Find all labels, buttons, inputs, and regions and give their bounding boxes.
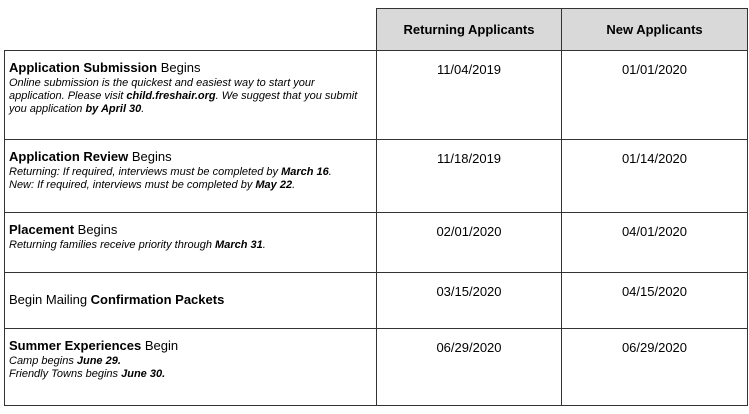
new-date: 01/01/2020 bbox=[562, 51, 748, 140]
header-row bbox=[5, 9, 748, 51]
milestone-cell bbox=[5, 329, 377, 406]
milestone-title: Application Review Begins bbox=[9, 149, 172, 164]
header-new: New Applicants bbox=[562, 9, 748, 51]
milestone-description: Camp begins June 29. Friendly Towns begins June 30. bbox=[9, 355, 166, 380]
schedule-table bbox=[4, 8, 748, 406]
milestone-title: Application Submission Begins bbox=[9, 60, 201, 75]
table-row bbox=[5, 329, 748, 406]
returning-date: 03/15/2020 bbox=[377, 273, 562, 329]
new-date: 04/15/2020 bbox=[562, 273, 748, 329]
new-date: 01/14/2020 bbox=[562, 140, 748, 213]
table-row bbox=[5, 273, 748, 329]
milestone-cell bbox=[5, 273, 377, 329]
returning-date: 06/29/2020 bbox=[377, 329, 562, 406]
header-returning: Returning Applicants bbox=[377, 9, 562, 51]
milestone-cell bbox=[5, 140, 377, 213]
new-date: 04/01/2020 bbox=[562, 213, 748, 273]
milestone-cell bbox=[5, 51, 377, 140]
returning-date: 11/04/2019 bbox=[377, 51, 562, 140]
returning-date: 11/18/2019 bbox=[377, 140, 562, 213]
milestone-description: Online submission is the quickest and easiest way to start your application. Please visit child.freshair.org. We suggest that you submit you application by April 30. bbox=[9, 77, 358, 115]
milestone-cell bbox=[5, 213, 377, 273]
new-date: 06/29/2020 bbox=[562, 329, 748, 406]
table-row bbox=[5, 51, 748, 140]
milestone-title: Placement Begins bbox=[9, 222, 118, 237]
table-row bbox=[5, 213, 748, 273]
milestone-description: Returning families receive priority through March 31. bbox=[9, 239, 266, 251]
milestone-description: Returning: If required, interviews must be completed by March 16. New: If required, interviews must be completed by May 22. bbox=[9, 166, 332, 191]
milestone-title: Begin Mailing Confirmation Packets bbox=[9, 292, 225, 307]
table-row bbox=[5, 140, 748, 213]
returning-date: 02/01/2020 bbox=[377, 213, 562, 273]
header-blank-cell bbox=[5, 9, 377, 51]
milestone-title: Summer Experiences Begin bbox=[9, 338, 179, 353]
